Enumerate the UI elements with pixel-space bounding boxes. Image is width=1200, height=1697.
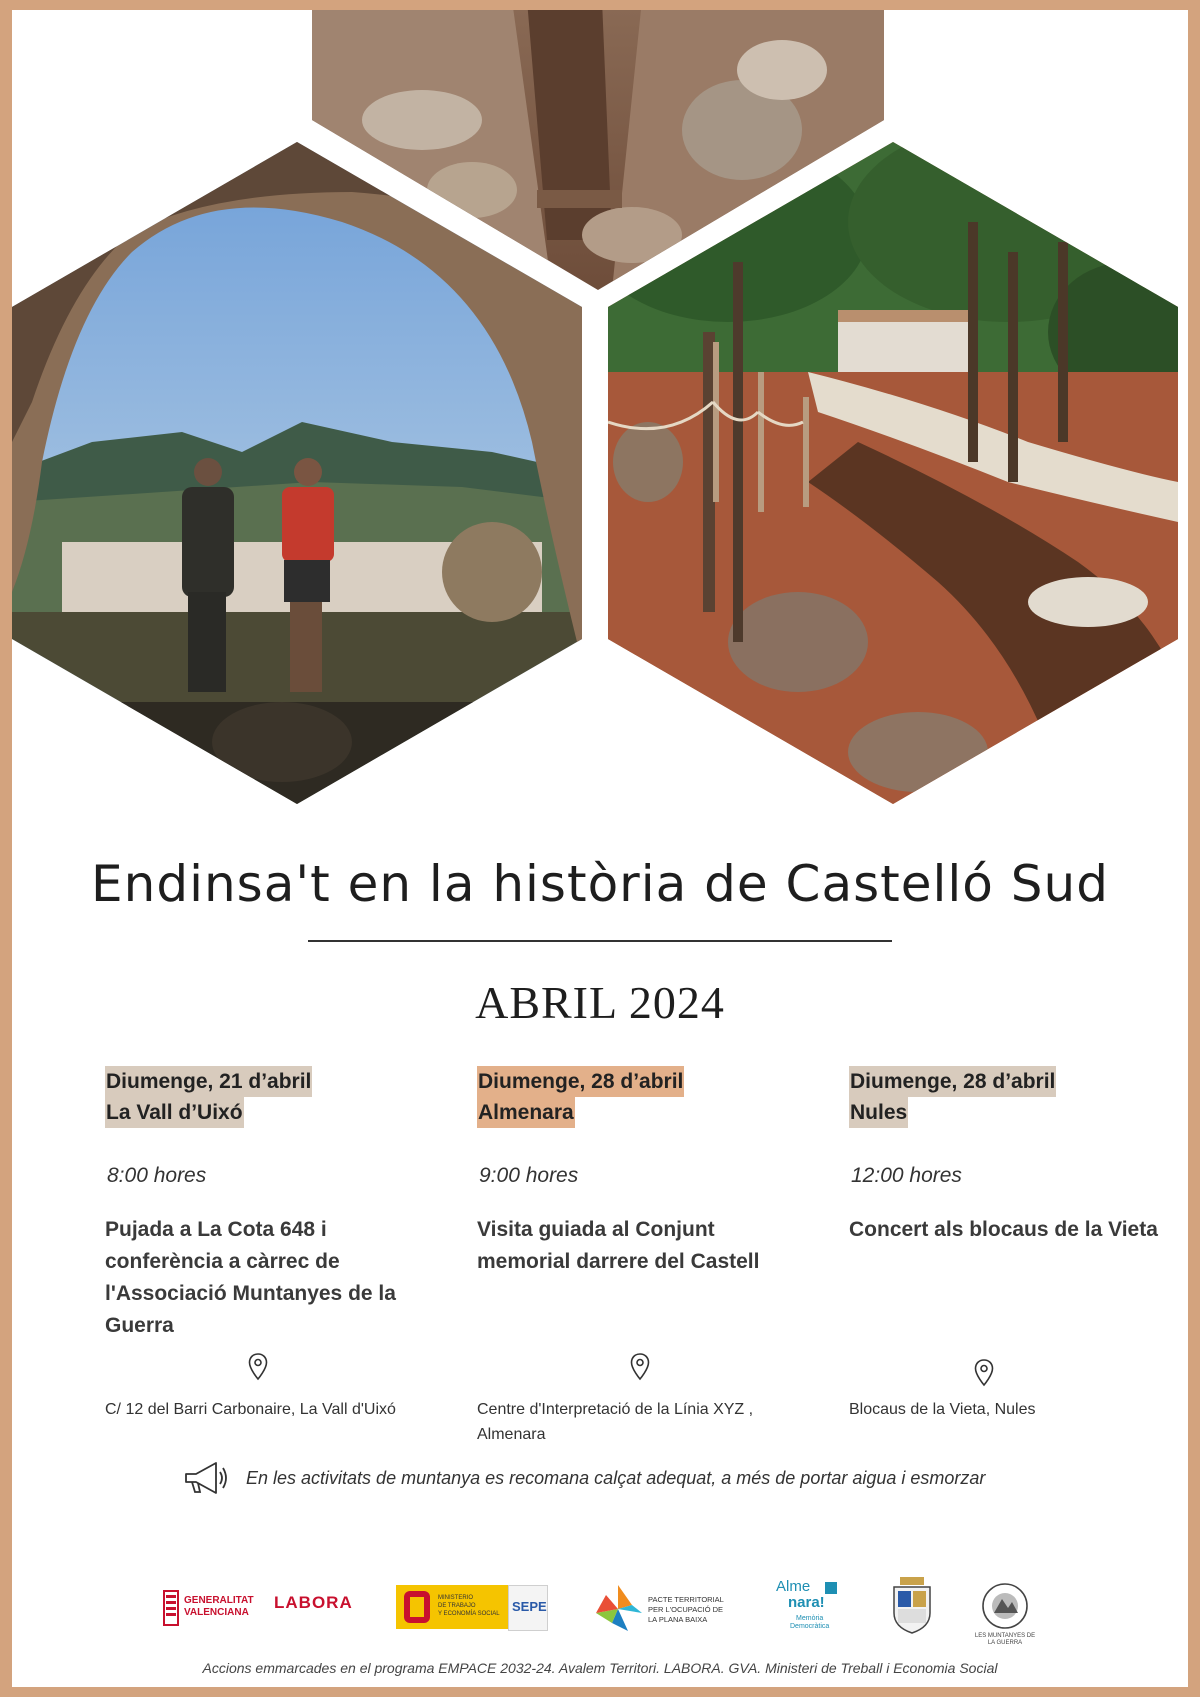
- poster: [12, 10, 1188, 1687]
- logo-text: SEPE: [512, 1599, 547, 1614]
- logo-text: nara!: [788, 1594, 825, 1611]
- event-header: [105, 1066, 435, 1128]
- cave-photo: [12, 142, 582, 804]
- almenara-memoria-logo: [776, 1579, 846, 1639]
- event-place: Almenara: [477, 1097, 575, 1128]
- pacte-territorial-logo: [592, 1585, 732, 1633]
- title-divider: [308, 940, 892, 942]
- logo-text: PER L'OCUPACIÓ DE: [648, 1605, 724, 1614]
- event-column-2: [477, 1066, 807, 1273]
- event-time: 12:00 hores: [851, 1164, 962, 1187]
- logo-text: DE TRABAJO: [438, 1603, 476, 1609]
- logo-text: LA PLANA BAIXA: [648, 1615, 708, 1624]
- sponsor-logos: [12, 1575, 1188, 1645]
- event-time: 9:00 hores: [479, 1164, 579, 1187]
- location-pin-icon: [630, 1353, 650, 1381]
- megaphone-icon: [182, 1458, 230, 1498]
- muntanyes-guerra-logo: [974, 1581, 1036, 1646]
- logo-text: MINISTERIO: [438, 1595, 474, 1601]
- event-date: Diumenge, 21 d’abril: [105, 1066, 312, 1097]
- event-header: [849, 1066, 1179, 1128]
- forest-trenches-photo: [608, 142, 1178, 804]
- event-time: 8:00 hores: [107, 1164, 207, 1187]
- location-pin-icon: [974, 1359, 994, 1387]
- event-date: Diumenge, 28 d’abril: [477, 1066, 684, 1097]
- poster-title: Endinsa't en la història de Castelló Sud: [91, 855, 1109, 913]
- event-description: Concert als blocaus de la Vieta: [849, 1218, 1158, 1241]
- event-address: Blocaus de la Vieta, Nules: [849, 1401, 1036, 1418]
- event-description: Pujada a La Cota 648 i conferència a càrrec de l'Associació Muntanyes de la Guerra: [105, 1218, 396, 1337]
- event-column-3: [849, 1066, 1179, 1241]
- event-address: C/ 12 del Barri Carbonaire, La Vall d'Uixó: [105, 1401, 396, 1418]
- logo-text: GENERALITAT: [184, 1595, 254, 1606]
- coat-of-arms-icon: [890, 1575, 934, 1640]
- month-heading: ABRIL 2024: [475, 977, 725, 1028]
- logo-text: PACTE TERRITORIAL: [648, 1595, 724, 1604]
- labora-logo: [274, 1593, 353, 1613]
- logo-text: Democràtica: [790, 1623, 830, 1630]
- recommendation-note: [182, 1458, 1062, 1498]
- event-date: Diumenge, 28 d’abril: [849, 1066, 1056, 1097]
- event-address: Centre d'Interpretació de la Línia XYZ , Almenara: [477, 1401, 754, 1443]
- footer-credits: Accions emmarcades en el programa EMPACE 2032-24. Avalem Territori. LABORA. GVA. Ministeri de Treball i Economia Social: [202, 1660, 998, 1676]
- logo-text: VALENCIANA: [184, 1607, 249, 1618]
- sepe-logo: [508, 1585, 548, 1631]
- event-column-1: [105, 1066, 435, 1337]
- logo-text: Alme: [776, 1578, 811, 1595]
- logo-text: LABORA: [274, 1593, 353, 1612]
- event-place: Nules: [849, 1097, 908, 1128]
- ministerio-trabajo-logo: [396, 1585, 508, 1629]
- event-description: Visita guiada al Conjunt memorial darrere del Castell: [477, 1218, 760, 1273]
- generalitat-valenciana-logo: [162, 1589, 272, 1629]
- event-header: [477, 1066, 807, 1128]
- logo-text: Y ECONOMÍA SOCIAL: [438, 1611, 500, 1617]
- logo-text: LES MUNTANYES DE LA GUERRA: [974, 1633, 1036, 1646]
- event-place: La Vall d’Uixó: [105, 1097, 244, 1128]
- note-text: En les activitats de muntanya es recomana calçat adequat, a més de portar aigua i esmorzar: [246, 1468, 986, 1488]
- location-pin-icon: [248, 1353, 268, 1381]
- logo-text: Memòria: [796, 1615, 824, 1622]
